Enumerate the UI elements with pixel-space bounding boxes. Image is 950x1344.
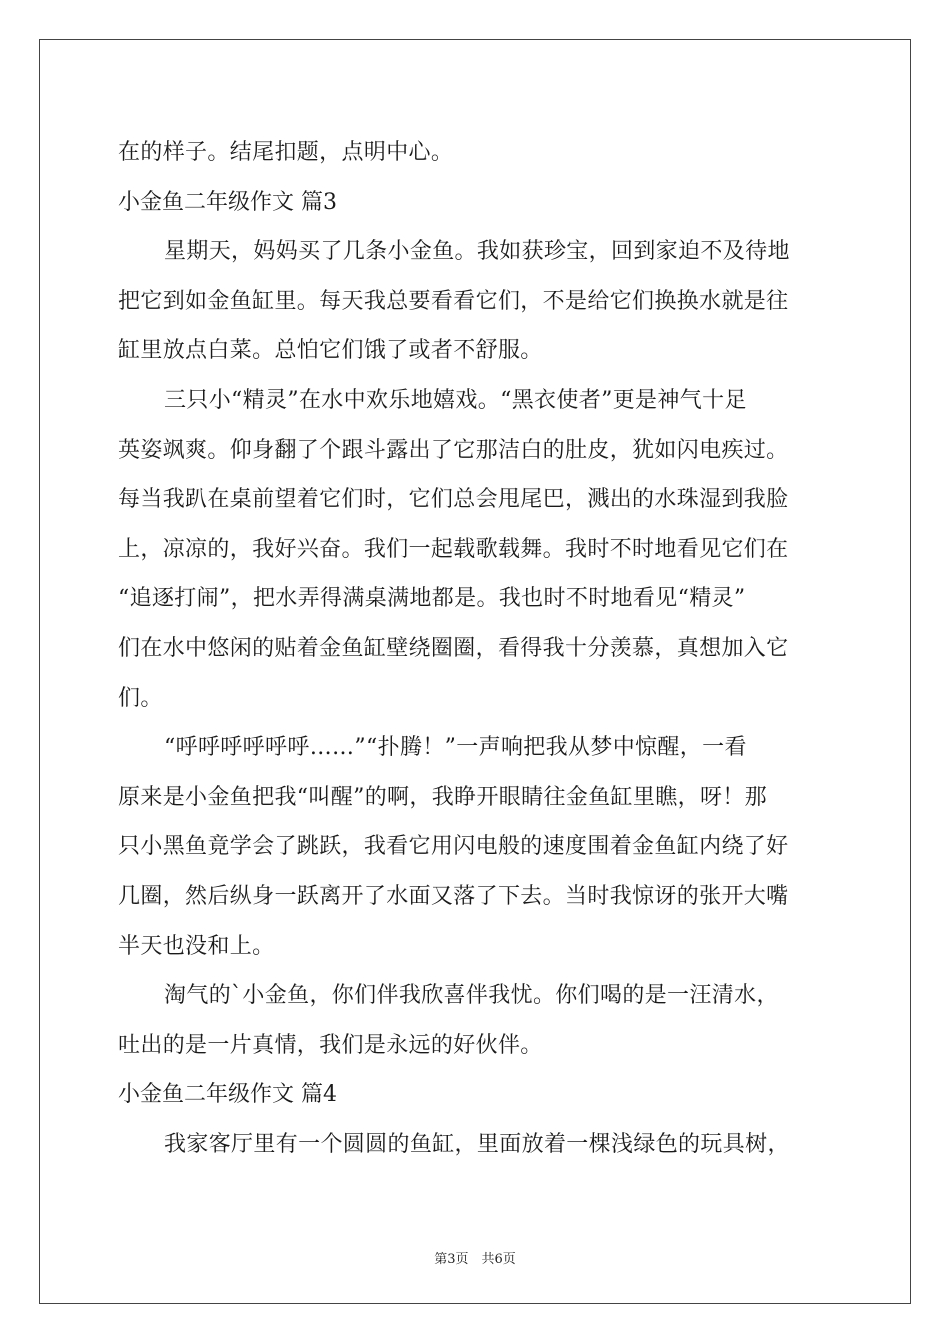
text-line: 只小黑鱼竟学会了跳跃，我看它用闪电般的速度围着金鱼缸内绕了好 (118, 834, 789, 860)
paragraph-start-line: 我家客厅里有一个圆圆的鱼缸，里面放着一棵浅绿色的玩具树， (164, 1131, 790, 1157)
text-line: 把它到如金鱼缸里。每天我总要看看它们，不是给它们换换水就是往 (118, 288, 789, 314)
text-line: “追逐打闹”，把水弄得满桌满地都是。我也时不时地看见“精灵” (118, 586, 746, 612)
text-line: 们在水中悠闲的贴着金鱼缸壁绕圈圈，看得我十分羡慕，真想加入它 (118, 635, 789, 661)
text-line: 们。 (118, 685, 163, 711)
section-heading: 小金鱼二年级作文 篇3 (118, 189, 337, 215)
document-body (118, 128, 834, 1169)
text-line: 英姿飒爽。仰身翻了个跟斗露出了它那洁白的肚皮，犹如闪电疾过。 (118, 437, 789, 463)
section-heading: 小金鱼二年级作文 篇4 (118, 1082, 337, 1108)
text-line: 上，凉凉的，我好兴奋。我们一起载歌载舞。我时不时地看见它们在 (118, 536, 789, 562)
paragraph-start-line: 三只小“精灵”在水中欢乐地嬉戏。“黑衣使者”更是神气十足 (164, 387, 747, 413)
text-line: 几圈，然后纵身一跃离开了水面又落了下去。当时我惊讶的张开大嘴 (118, 883, 789, 909)
text-line: 每当我趴在桌前望着它们时，它们总会甩尾巴，溅出的水珠湿到我脸 (118, 487, 789, 513)
text-line: 半天也没和上。 (118, 933, 275, 959)
text-line: 在的样子。结尾扣题，点明中心。 (118, 140, 454, 165)
paragraph-start-line: 星期天，妈妈买了几条小金鱼。我如获珍宝，回到家迫不及待地 (164, 239, 790, 265)
paragraph-start-line: “呼呼呼呼呼呼……”“扑腾！”一声响把我从梦中惊醒，一看 (164, 735, 747, 761)
page-number-footer: 第3页 共6页 (434, 1252, 516, 1267)
paragraph-start-line: 淘气的`小金鱼，你们伴我欣喜伴我忧。你们喝的是一汪清水， (164, 983, 779, 1009)
text-line: 原来是小金鱼把我“叫醒”的啊，我睁开眼睛往金鱼缸里瞧，呀！那 (118, 784, 767, 810)
text-line: 缸里放点白菜。总怕它们饿了或者不舒服。 (118, 338, 543, 364)
text-line: 吐出的是一片真情，我们是永远的好伙伴。 (118, 1032, 543, 1058)
